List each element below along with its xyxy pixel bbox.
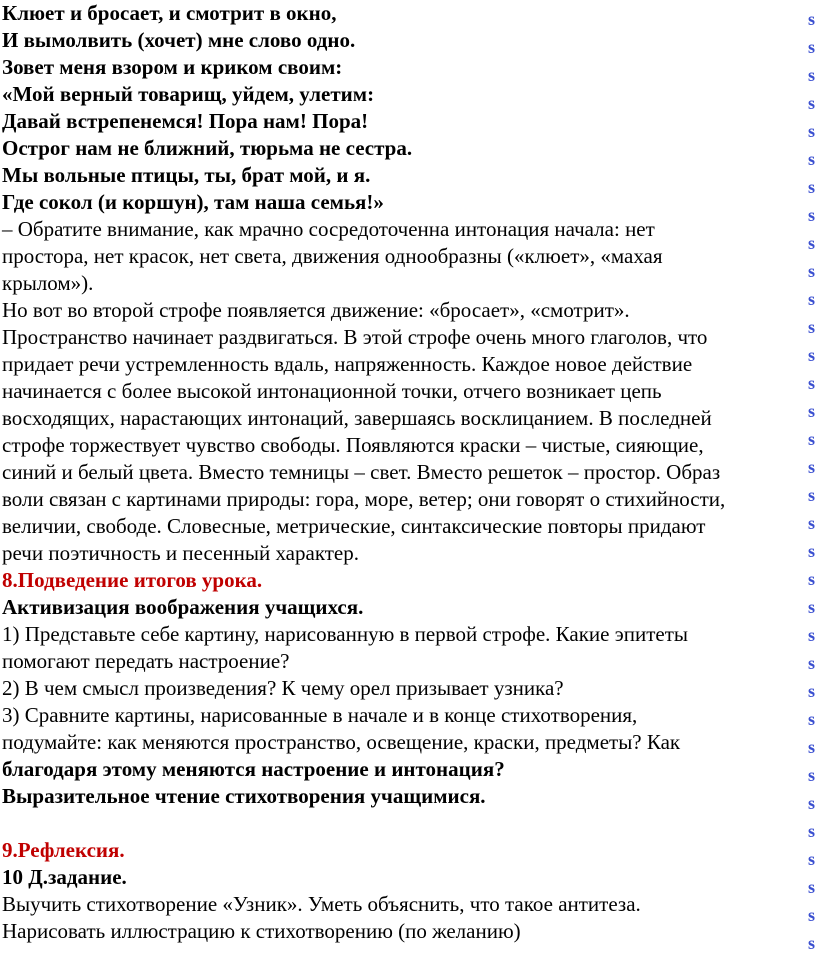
poem-line: Давай встрепенемся! Пора нам! Пора! [2,109,369,133]
poem-line: «Мой верный товарищ, уйдем, улетим: [2,82,375,106]
question-line: помогают передать настроение? [2,649,290,673]
edge-glyph: s [808,429,816,449]
reading-task: Выразительное чтение стихотворения учащимися. [2,784,486,808]
edge-glyph: s [808,373,816,393]
edge-glyph: s [808,205,816,225]
commentary-line: – Обратите внимание, как мрачно сосредоточенна интонация начала: нет [2,217,655,241]
edge-glyph: s [808,765,816,785]
edge-glyph: s [808,541,816,561]
edge-glyph: s [808,401,816,421]
edge-glyph: s [808,37,816,57]
edge-glyph: s [808,513,816,533]
commentary-line: простора, нет красок, нет света, движения однообразны («клюет», «махая [2,244,663,268]
section-reflection [2,837,800,864]
section-heading-homework: 10 Д.задание. [2,865,127,889]
commentary-paragraph [2,216,800,567]
commentary-line: синий и белый цвета. Вместо темницы – свет. Вместо решеток – простор. Образ [2,460,721,484]
edge-glyph: s [808,261,816,281]
edge-glyph: s [808,793,816,813]
edge-glyph: s [808,681,816,701]
section-subheading: Активизация воображения учащихся. [2,595,364,619]
commentary-line: воли связан с картинами природы: гора, море, ветер; они говорят о стихийности, [2,487,726,511]
commentary-line: величии, свободе. Словесные, метрические, синтаксические повторы придают [2,514,706,538]
section-summary [2,567,800,810]
question-line-bold: благодаря этому меняются настроение и интонация? [2,757,505,781]
commentary-line: речи поэтичность и песенный характер. [2,541,359,565]
homework-line: Нарисовать иллюстрацию к стихотворению (по желанию) [2,919,521,943]
edge-glyph: s [808,625,816,645]
edge-glyph: s [808,177,816,197]
poem-line: Острог нам не ближний, тюрьма не сестра. [2,136,413,160]
section-heading-reflection: 9.Рефлексия. [2,838,125,862]
question-line: подумайте: как меняются пространство, освещение, краски, предметы? Как [2,730,681,754]
edge-glyph: s [808,317,816,337]
edge-glyph: s [808,597,816,617]
edge-glyph: s [808,457,816,477]
commentary-line: крылом»). [2,271,94,295]
edge-glyph: s [808,233,816,253]
question-line: 1) Представьте себе картину, нарисованную в первой строфе. Какие эпитеты [2,622,689,646]
edge-glyph: s [808,737,816,757]
edge-glyph: s [808,653,816,673]
section-homework [2,864,800,945]
edge-glyph: s [808,149,816,169]
edge-glyph: s [808,485,816,505]
edge-glyph: s [808,121,816,141]
edge-glyph: s [808,821,816,841]
section-heading-summary: 8.Подведение итогов урока. [2,568,263,592]
edge-glyph: s [808,569,816,589]
edge-glyph: s [808,345,816,365]
edge-glyph: s [808,93,816,113]
edge-glyph: s [808,877,816,897]
edge-glyph: s [808,849,816,869]
edge-glyph: s [808,933,816,953]
page-edge-decoration [804,0,816,962]
blank-line [2,810,800,837]
edge-glyph: s [808,709,816,729]
question-line: 2) В чем смысл произведения? К чему орел призывает узника? [2,676,564,700]
poem-stanza [2,0,800,216]
poem-line: Мы вольные птицы, ты, брат мой, и я. [2,163,371,187]
commentary-line: строфе торжествует чувство свободы. Появляются краски – чистые, сияющие, [2,433,704,457]
poem-line: Клюет и бросает, и смотрит в окно, [2,1,337,25]
poem-line: Зовет меня взором и криком своим: [2,55,343,79]
commentary-line: Но вот во второй строфе появляется движение: «бросает», «смотрит». [2,298,630,322]
commentary-line: начинается с более высокой интонационной точки, отчего возникает цепь [2,379,662,403]
edge-glyph: s [808,65,816,85]
question-line: 3) Сравните картины, нарисованные в начале и в конце стихотворения, [2,703,638,727]
poem-line: Где сокол (и коршун), там наша семья!» [2,190,384,214]
commentary-line: восходящих, нарастающих интонаций, завершаясь восклицанием. В последней [2,406,712,430]
commentary-line: придает речи устремленность вдаль, напряженность. Каждое новое действие [2,352,693,376]
edge-glyph: s [808,9,816,29]
poem-line: И вымолвить (хочет) мне слово одно. [2,28,356,52]
commentary-line: Пространство начинает раздвигаться. В этой строфе очень много глаголов, что [2,325,708,349]
edge-glyph: s [808,905,816,925]
edge-glyph: s [808,289,816,309]
homework-line: Выучить стихотворение «Узник». Уметь объяснить, что такое антитеза. [2,892,641,916]
